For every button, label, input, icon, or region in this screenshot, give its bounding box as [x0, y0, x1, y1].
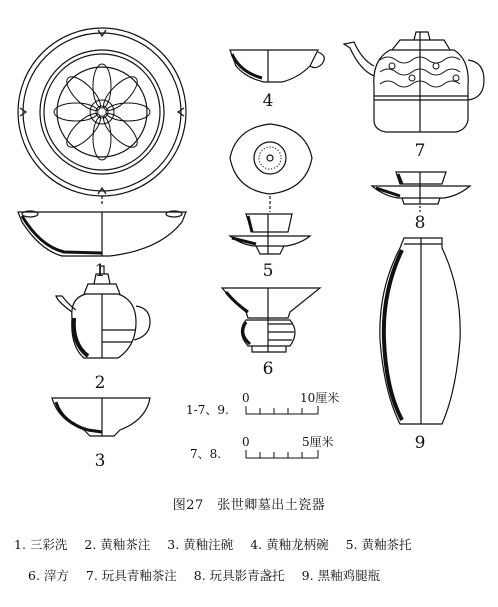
item-number: 5	[262, 261, 274, 281]
item5-plan-drawing	[230, 124, 312, 212]
caption-item: 5. 黄釉茶托	[345, 537, 412, 552]
item-number: 3	[94, 451, 106, 470]
caption-item: 7. 玩具青釉茶注	[85, 568, 177, 583]
item7-ewer-drawing	[344, 32, 484, 132]
scale-end: 5厘米	[302, 435, 334, 449]
scale-zero: 0	[242, 435, 250, 449]
caption-item: 4. 黄釉龙柄碗	[250, 537, 329, 552]
caption-item: 2. 黄釉茶注	[84, 537, 151, 552]
item-number: 6	[262, 359, 274, 379]
item5-profile-drawing	[230, 214, 310, 254]
item-number: 1	[94, 261, 106, 281]
scale-end: 10厘米	[300, 391, 340, 405]
scale-label: 1-7、9.	[186, 403, 229, 417]
item6-zhafang-drawing	[222, 288, 320, 352]
caption-row-2	[28, 566, 498, 584]
item4-bowl-drawing	[230, 50, 324, 82]
scale-bar-5cm	[246, 450, 318, 458]
item-number: 9	[414, 433, 426, 453]
caption-item: 6. 滓方	[28, 568, 69, 583]
item1-profile-drawing	[18, 211, 186, 256]
item-number: 4	[262, 91, 274, 111]
caption-item: 9. 黑釉鸡腿瓶	[301, 568, 381, 583]
item3-bowl-drawing	[52, 398, 150, 436]
caption-item: 3. 黄釉注碗	[167, 537, 234, 552]
item1-plan-drawing	[18, 28, 186, 206]
scale-bar-10cm	[246, 406, 318, 414]
scale-label: 7、8.	[190, 447, 222, 461]
item-number: 7	[414, 141, 426, 161]
scale-zero: 0	[242, 391, 250, 405]
caption-item: 8. 玩具影青盏托	[193, 568, 285, 583]
item-number: 8	[414, 213, 426, 233]
figure-title: 图27 张世卿墓出土瓷器	[172, 498, 326, 513]
caption-row-1	[14, 535, 492, 553]
item8-cupstand-drawing	[372, 172, 470, 212]
caption-item: 1. 三彩洗	[14, 537, 68, 552]
item-number: 2	[94, 373, 106, 393]
item9-vase-drawing	[380, 238, 460, 424]
